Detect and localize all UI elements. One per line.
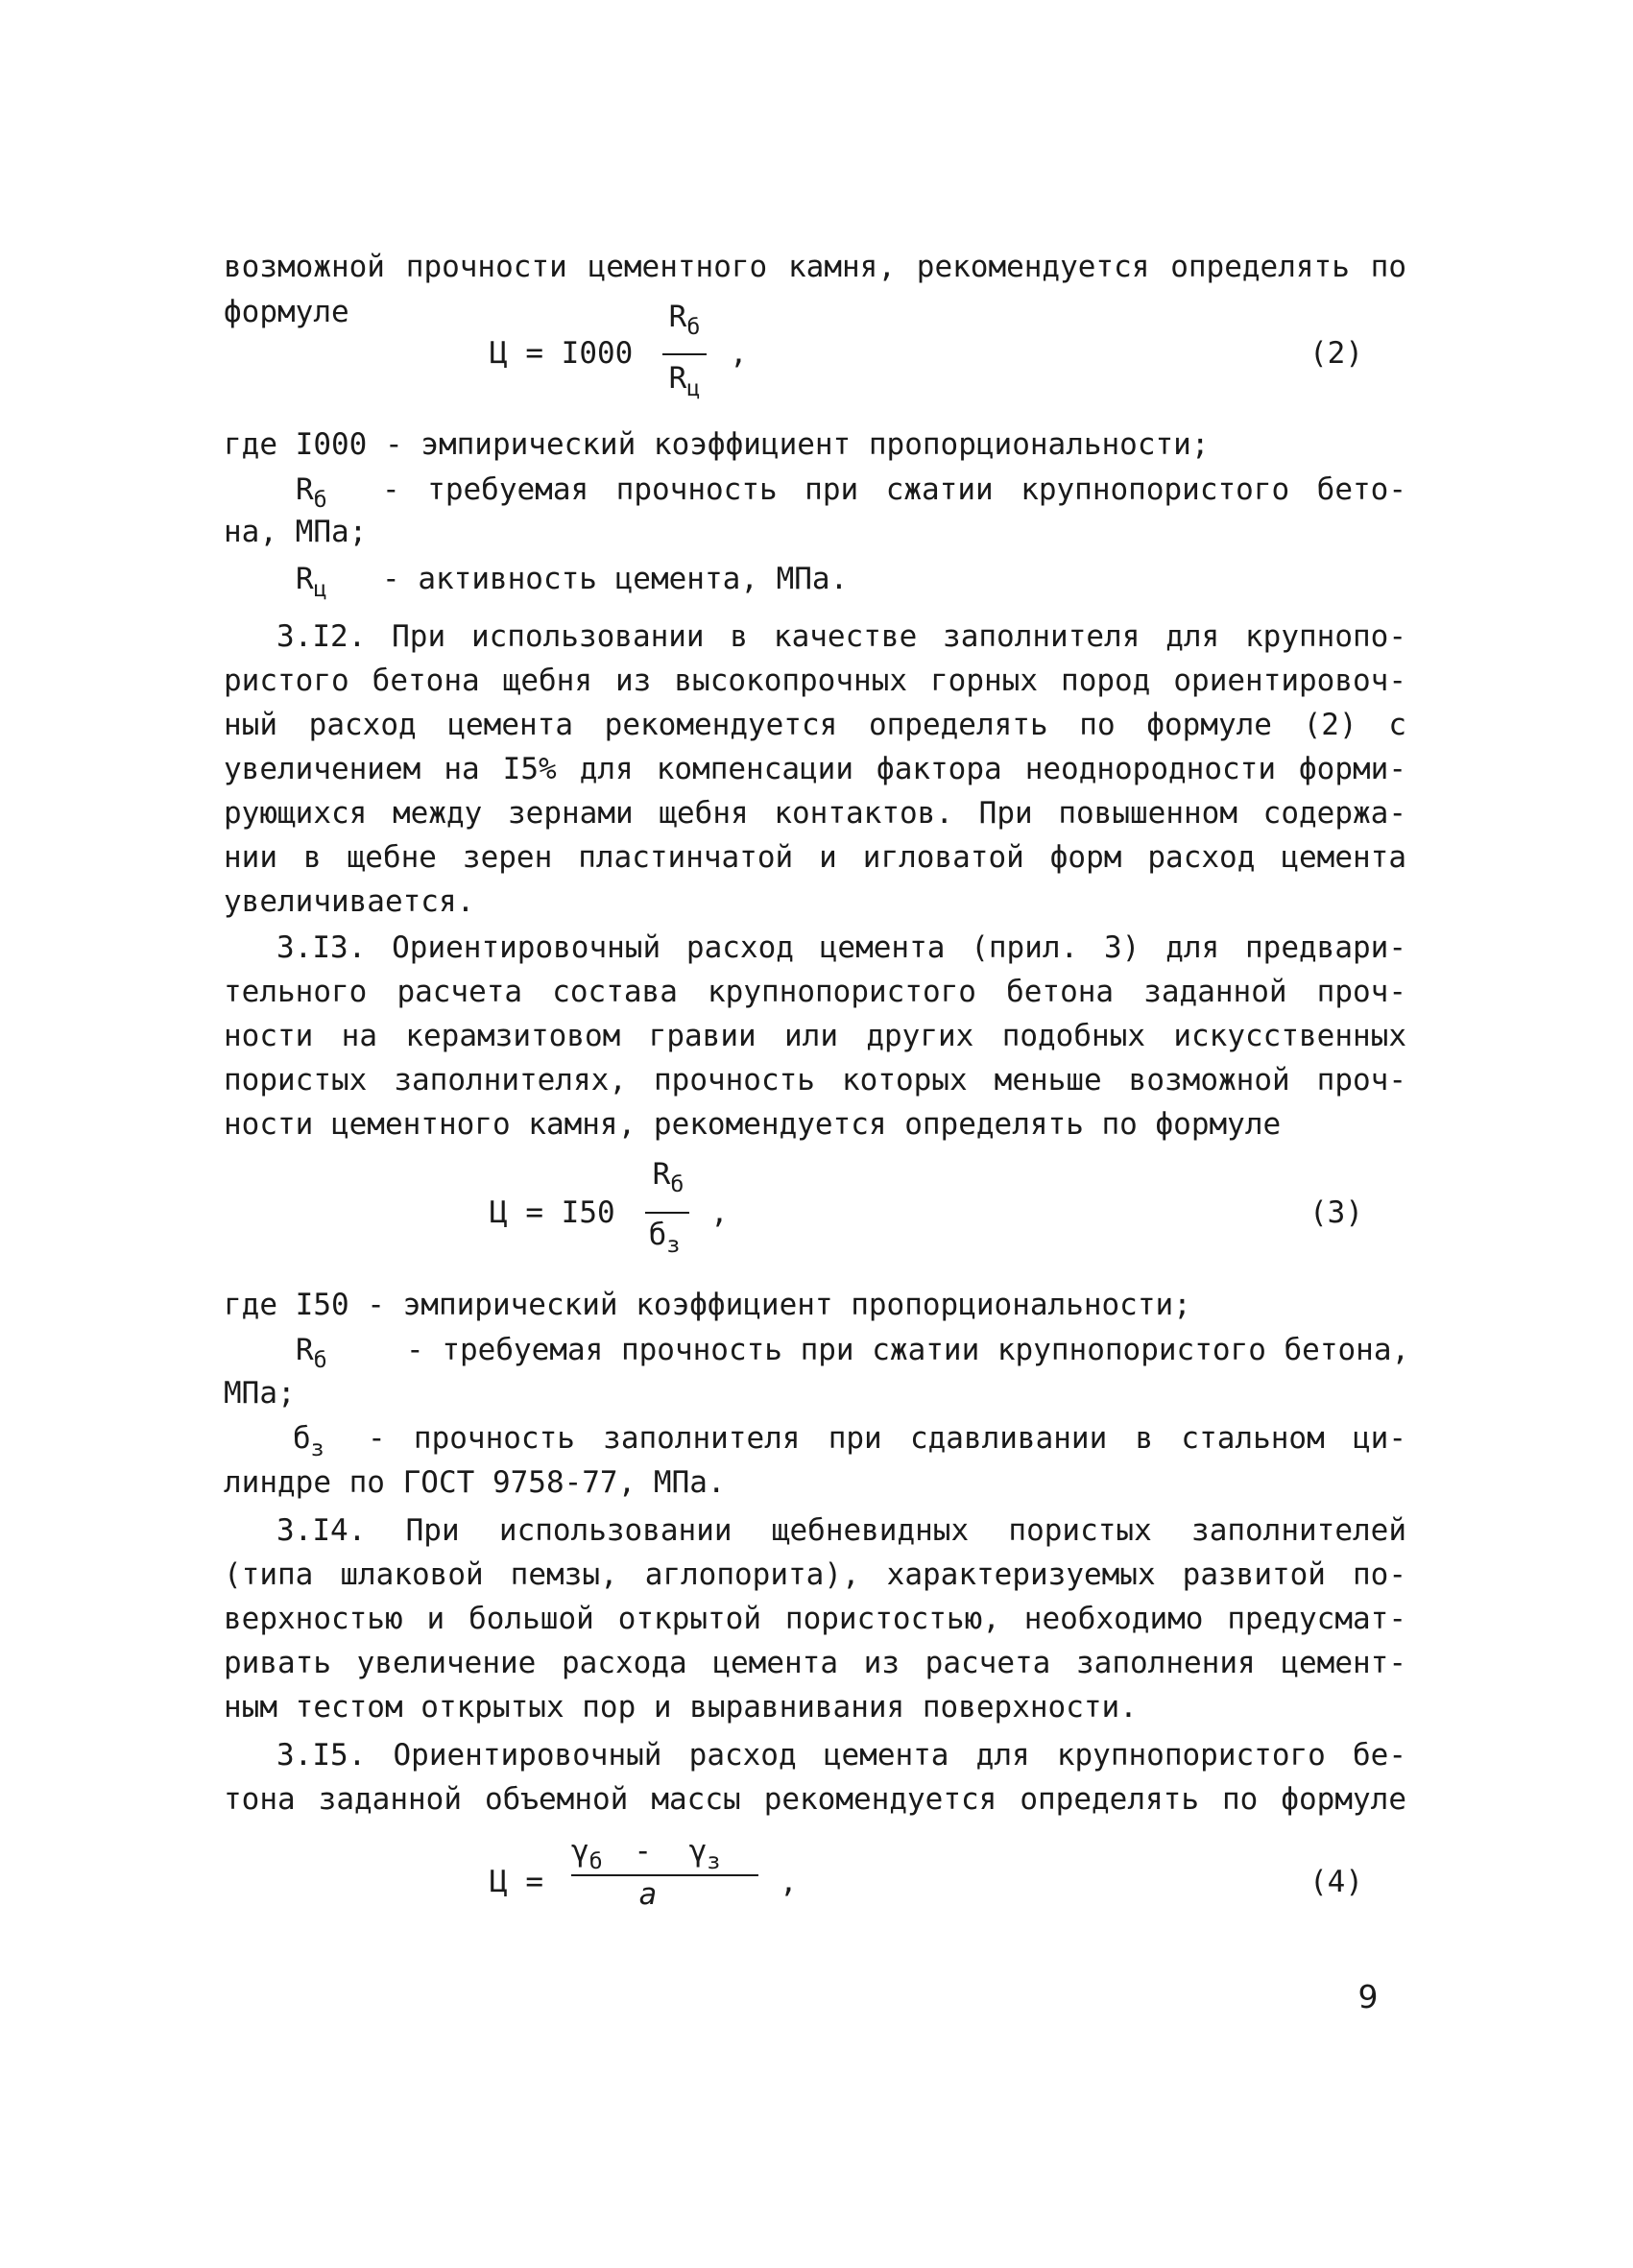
text-line: ривать увеличение расхода цемента из расчета заполнения цемент- bbox=[224, 1646, 1406, 1680]
formula-number: (2) bbox=[1309, 336, 1363, 371]
text-line: увеличивается. bbox=[224, 884, 475, 919]
legend-text: - требуемая прочность при сжатии крупнопористого бето- bbox=[382, 472, 1406, 507]
text-line: линдре по ГОСТ 9758-77, МПа. bbox=[224, 1465, 726, 1500]
text-line: 3.I2. При использовании в качестве заполнителя для крупнопо- bbox=[276, 619, 1406, 654]
text-line: где I50 - эмпирический коэффициент пропорциональности; bbox=[224, 1288, 1191, 1322]
text-line: 3.I4. При использовании щебневидных пористых заполнителей bbox=[276, 1513, 1406, 1548]
formula-denominator: $б_з$ bbox=[648, 1218, 681, 1259]
text-line: (типа шлаковой пемзы, аглопорита), характеризуемых развитой по- bbox=[224, 1557, 1406, 1592]
legend-line bbox=[224, 1328, 1410, 1374]
legend-symbol: $б_з$ bbox=[293, 1421, 324, 1462]
legend-text: - прочность заполнителя при сдавливании в стальном ци- bbox=[368, 1421, 1406, 1456]
legend-symbol: $R_б$ bbox=[296, 472, 327, 514]
formula-numerator: $R_б$ bbox=[668, 300, 701, 341]
formula-lhs: Ц = I000 bbox=[490, 336, 634, 371]
text-line: 3.I3. Ориентировочный расход цемента (прил. 3) для предвари- bbox=[276, 930, 1406, 965]
text-line: формуле bbox=[224, 295, 349, 329]
text-line: где I000 - эмпирический коэффициент пропорциональности; bbox=[224, 427, 1210, 462]
formula-number: (3) bbox=[1309, 1195, 1363, 1230]
text-line: ный расход цемента рекомендуется определять по формуле (2) с bbox=[224, 708, 1406, 742]
legend-line bbox=[224, 1416, 1406, 1460]
legend-line bbox=[224, 557, 1406, 601]
text-line: верхностью и большой открытой пористостью, необходимо предусмат- bbox=[224, 1602, 1406, 1636]
formula-denominator: $R_ц$ bbox=[668, 361, 701, 402]
text-line: тельного расчета состава крупнопористого бетона заданной проч- bbox=[224, 975, 1406, 1009]
text-line: тона заданной объемной массы рекомендуется определять по формуле bbox=[224, 1782, 1406, 1817]
text-line: возможной прочности цементного камня, рекомендуется определять по bbox=[224, 250, 1406, 284]
formula-lhs: Ц = I50 bbox=[490, 1195, 615, 1230]
formula-number: (4) bbox=[1309, 1865, 1363, 1899]
formula-lhs: Ц = bbox=[490, 1865, 543, 1899]
formula-tail: , bbox=[780, 1865, 798, 1899]
legend-symbol: $R_ц$ bbox=[296, 562, 327, 603]
text-line: 3.I5. Ориентировочный расход цемента для крупнопористого бе- bbox=[276, 1738, 1406, 1773]
text-line: на, МПа; bbox=[224, 515, 368, 549]
formula-tail: , bbox=[730, 336, 748, 371]
text-line: ности цементного камня, рекомендуется определять по формуле bbox=[224, 1107, 1282, 1142]
text-line: МПа; bbox=[224, 1376, 296, 1411]
text-line: пористых заполнителях, прочность которых меньше возможной проч- bbox=[224, 1063, 1406, 1098]
legend-symbol: $R_б$ bbox=[296, 1333, 327, 1374]
formula-numerator: $R_б$ bbox=[652, 1157, 684, 1198]
legend-text: - активность цемента, МПа. bbox=[382, 562, 849, 596]
text-line: рующихся между зернами щебня контактов. При повышенном содержа- bbox=[224, 796, 1406, 831]
text-line: нии в щебне зерен пластинчатой и игловатой форм расход цемента bbox=[224, 840, 1406, 875]
text-line: ристого бетона щебня из высокопрочных горных пород ориентировоч- bbox=[224, 664, 1406, 698]
formula-denominator: a bbox=[638, 1877, 658, 1912]
formula-tail: , bbox=[710, 1195, 729, 1230]
text-line: увеличением на I5% для компенсации фактора неоднородности форми- bbox=[224, 752, 1406, 786]
text-line: ным тестом открытых пор и выравнивания поверхности. bbox=[224, 1690, 1138, 1725]
page-number: 9 bbox=[1357, 1978, 1379, 2015]
legend-text: - требуемая прочность при сжатии крупнопористого бетона, bbox=[406, 1333, 1410, 1367]
text-line: ности на керамзитовом гравии или других подобных искусственных bbox=[224, 1019, 1406, 1053]
formula-numerator: $\gamma_б - \gamma_з$ bbox=[571, 1834, 721, 1875]
legend-line bbox=[224, 468, 1406, 512]
